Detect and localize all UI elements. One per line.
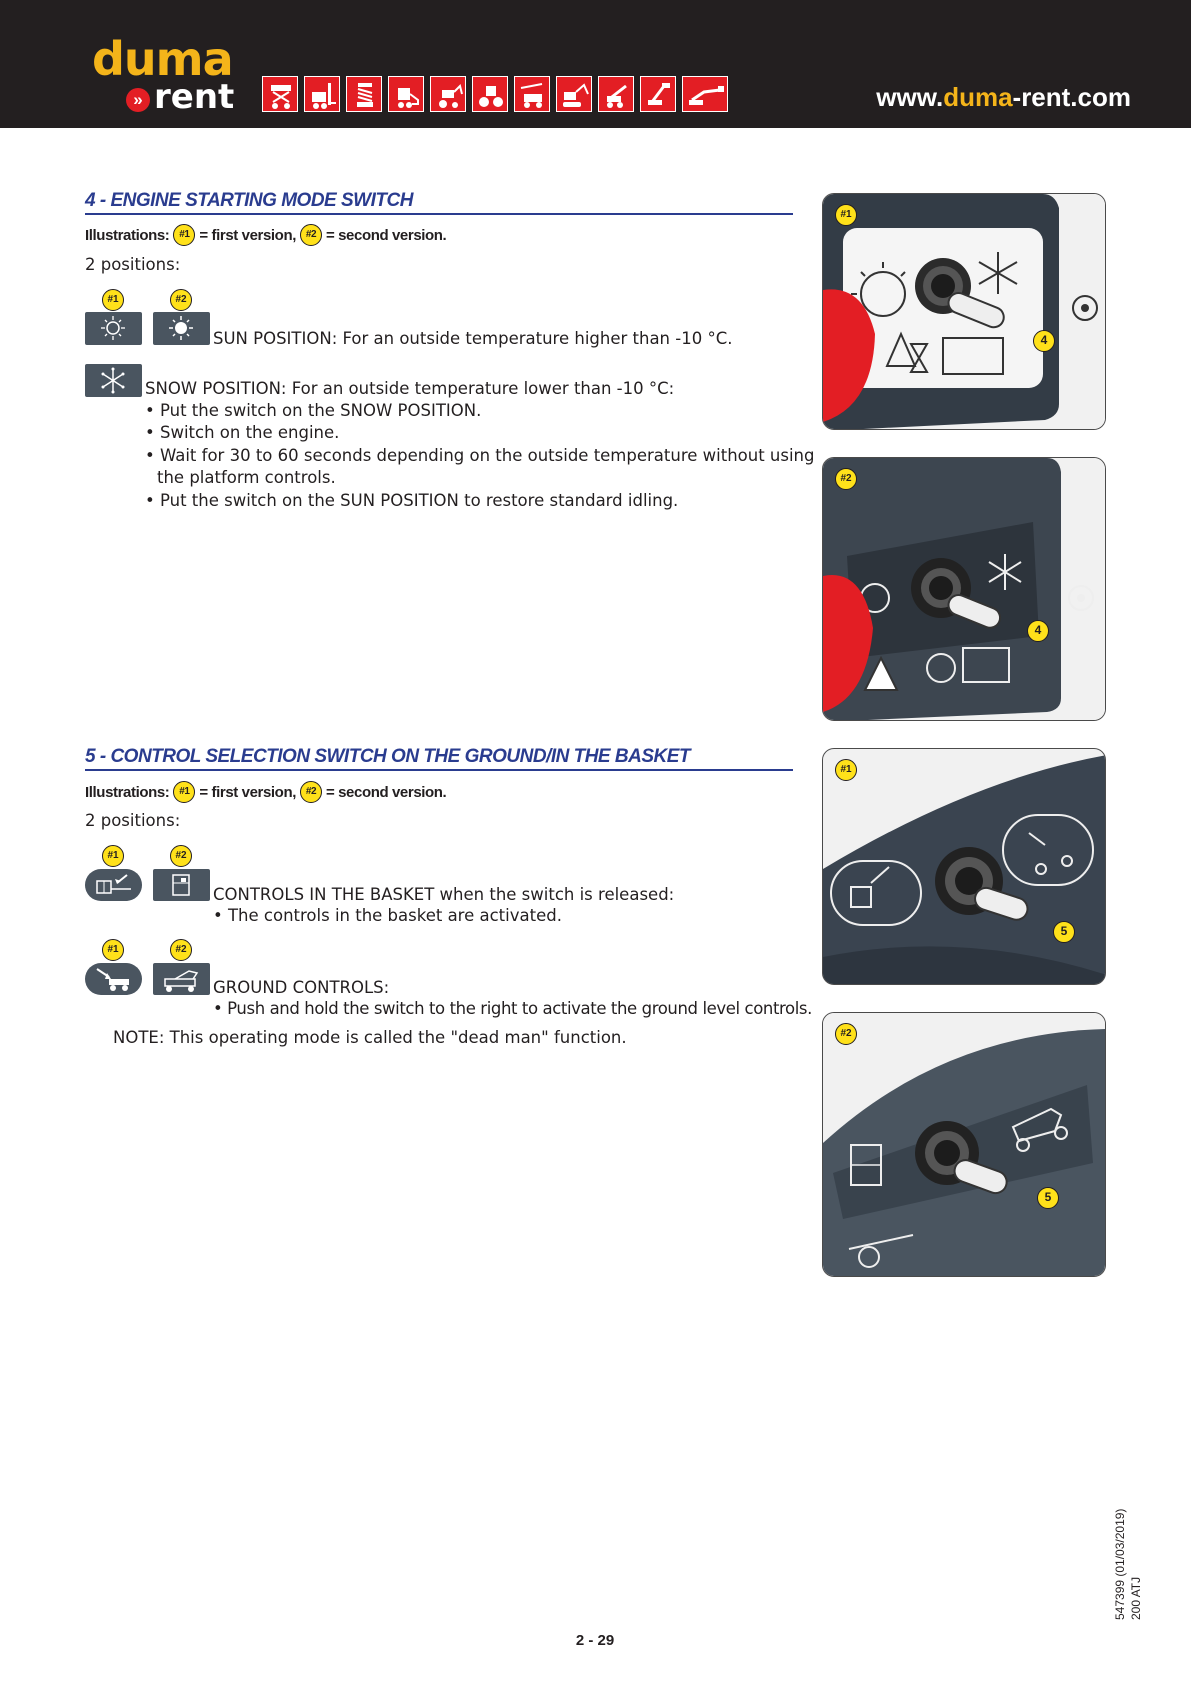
telehandler-icon <box>598 76 634 112</box>
engine-switch-photo-v2 <box>822 457 1106 721</box>
basket-controls-title: CONTROLS IN THE BASKET when the switch is released: <box>213 885 675 904</box>
snow-bullet-1: • Put the switch on the SNOW POSITION. <box>145 401 482 420</box>
forklift-icon <box>304 76 340 112</box>
boom-lift-icon <box>640 76 676 112</box>
section4-illustrations-line <box>85 224 446 246</box>
illus-label: Illustrations: <box>85 226 170 244</box>
symbol-badge-2: #2 <box>170 845 192 867</box>
ground-controls-title: GROUND CONTROLS: <box>213 978 390 997</box>
snow-position-text: SNOW POSITION: For an outside temperature lower than -10 °C: <box>145 379 675 398</box>
basket-controls-bullet: • The controls in the basket are activated. <box>213 906 562 925</box>
first-version-text: = first version, <box>199 783 296 801</box>
symbol-badge-1: #1 <box>102 289 124 311</box>
logo-arrow-icon: » <box>126 88 150 112</box>
version1-badge: #1 <box>173 224 195 246</box>
selector-switch-photo-v1 <box>822 748 1106 985</box>
snow-bullet-4: • Put the switch on the SUN POSITION to restore standard idling. <box>145 491 679 510</box>
section5-illustrations-line <box>85 781 446 803</box>
snow-bullet-3-cont: the platform controls. <box>157 468 336 487</box>
section4-positions: 2 positions: <box>85 255 181 274</box>
second-version-text: = second version. <box>325 783 447 801</box>
logo-rent-text: rent <box>154 77 235 117</box>
switch-callout-4: 4 <box>1027 620 1049 642</box>
symbol-badge-2: #2 <box>170 939 192 961</box>
dead-man-note: NOTE: This operating mode is called the "dead man" function. <box>113 1028 627 1047</box>
ground-v2-icon <box>153 963 210 995</box>
logo-duma-text: duma <box>92 32 233 86</box>
duma-rent-logo <box>92 32 237 118</box>
ground-controls-bullet: • Push and hold the switch to the right to activate the ground level controls. <box>213 999 812 1018</box>
website-url: www.duma-rent.com <box>876 82 1131 112</box>
articulated-boom-icon <box>682 76 728 112</box>
section4-title: 4 - ENGINE STARTING MODE SWITCH <box>85 190 793 215</box>
version2-badge: #2 <box>300 224 322 246</box>
compact-loader-icon <box>388 76 424 112</box>
sun-v2-icon <box>153 312 210 345</box>
first-version-text: = first version, <box>199 226 296 244</box>
excavator-icon <box>556 76 592 112</box>
sun-position-text: SUN POSITION: For an outside temperature higher than -10 °C. <box>213 329 733 348</box>
crane-truck-icon <box>514 76 550 112</box>
page-header <box>0 0 1191 128</box>
basket-v2-icon <box>153 869 210 901</box>
second-version-text: = second version. <box>325 226 447 244</box>
photo-version-tag: #2 <box>835 468 857 490</box>
scissor-lift-icon <box>262 76 298 112</box>
switch-callout-5: 5 <box>1037 1187 1059 1209</box>
engine-switch-photo-v1 <box>822 193 1106 430</box>
switch-callout-5: 5 <box>1053 921 1075 943</box>
section5-positions: 2 positions: <box>85 811 181 830</box>
machine-icon-strip <box>262 76 728 112</box>
backhoe-icon <box>430 76 466 112</box>
symbol-badge-2: #2 <box>170 289 192 311</box>
snow-bullet-2: • Switch on the engine. <box>145 423 340 442</box>
page-number: 2 - 29 <box>575 1632 615 1649</box>
symbol-badge-1: #1 <box>102 939 124 961</box>
photo-version-tag: #2 <box>835 1023 857 1045</box>
snow-bullet-3: • Wait for 30 to 60 seconds depending on the outside temperature without using <box>145 446 815 465</box>
version2-badge: #2 <box>300 781 322 803</box>
ground-v1-icon <box>85 963 142 995</box>
mast-lift-icon <box>346 76 382 112</box>
photo-version-tag: #1 <box>835 204 857 226</box>
roller-icon <box>472 76 508 112</box>
basket-v1-icon <box>85 869 142 901</box>
illus-label: Illustrations: <box>85 783 170 801</box>
document-reference: 547399 (01/03/2019) 200 ATJ <box>1113 1508 1143 1620</box>
sun-v1-icon <box>85 312 142 345</box>
snow-icon <box>85 364 142 397</box>
section5-title: 5 - CONTROL SELECTION SWITCH ON THE GROUND/IN THE BASKET <box>85 746 793 771</box>
symbol-badge-1: #1 <box>102 845 124 867</box>
photo-version-tag: #1 <box>835 759 857 781</box>
switch-callout-4: 4 <box>1033 330 1055 352</box>
version1-badge: #1 <box>173 781 195 803</box>
selector-switch-photo-v2 <box>822 1012 1106 1277</box>
